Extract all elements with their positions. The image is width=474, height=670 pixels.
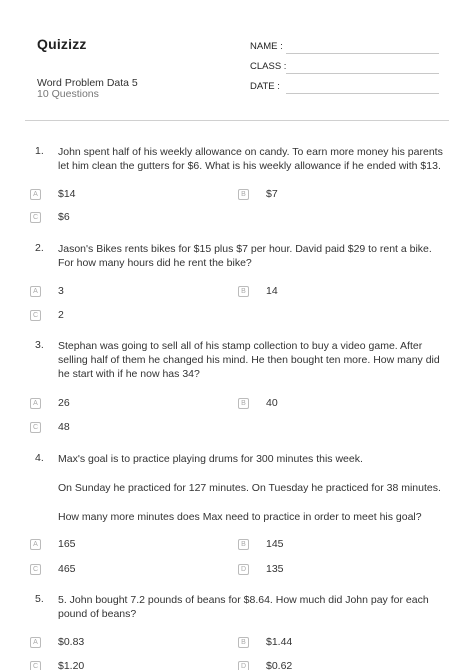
option-value: 145 xyxy=(266,538,284,550)
class-field[interactable] xyxy=(250,61,439,73)
question-text xyxy=(58,339,444,381)
question-text xyxy=(58,452,444,524)
option-value: 40 xyxy=(266,397,278,409)
option-value: $14 xyxy=(58,188,76,200)
option-value: 3 xyxy=(58,285,64,297)
option-letter-box: A xyxy=(30,286,41,297)
question-text xyxy=(58,593,444,621)
option-letter-box: C xyxy=(30,564,41,575)
question-number: 4. xyxy=(35,452,44,464)
question-paragraph: How many more minutes does Max need to practice in order to meet his goal? xyxy=(58,511,422,523)
question-paragraph: Max's goal is to practice playing drums for 300 minutes this week. xyxy=(58,453,363,465)
option-value: $7 xyxy=(266,188,278,200)
class-label: CLASS : xyxy=(250,61,287,72)
option-letter-box: B xyxy=(238,286,249,297)
option-letter-box: C xyxy=(30,661,41,670)
option-value: 14 xyxy=(266,285,278,297)
option-letter-box: A xyxy=(30,189,41,200)
question-number: 5. xyxy=(35,593,44,605)
question-paragraph: Jason's Bikes rents bikes for $15 plus $7 per hour. David paid $29 to rent a bike. For how many hours did he rent the bike? xyxy=(58,243,432,269)
name-line xyxy=(286,53,439,54)
option-value: 465 xyxy=(58,563,76,575)
option-value: 165 xyxy=(58,538,76,550)
option-letter-box: B xyxy=(238,637,249,648)
option-letter-box: A xyxy=(30,539,41,550)
question-number: 2. xyxy=(35,242,44,254)
option-letter-box: B xyxy=(238,189,249,200)
option-letter-box: A xyxy=(30,398,41,409)
question-number: 1. xyxy=(35,145,44,157)
option-letter-box: A xyxy=(30,637,41,648)
quizizz-logo: Quizizz xyxy=(37,36,87,52)
question-text xyxy=(58,145,444,173)
question-paragraph: John spent half of his weekly allowance on candy. To earn more money his parents let him clean the gutters for $6. What is his weekly allowance if he ended with $13. xyxy=(58,146,443,172)
option-letter-box: C xyxy=(30,422,41,433)
option-value: $1.44 xyxy=(266,636,293,648)
option-value: $1.20 xyxy=(58,660,85,670)
name-label: NAME : xyxy=(250,41,283,52)
question-paragraph: On Sunday he practiced for 127 minutes. On Tuesday he practiced for 38 minutes. xyxy=(58,482,441,494)
option-value: 48 xyxy=(58,421,70,433)
header-divider xyxy=(25,120,449,121)
option-value: 2 xyxy=(58,309,64,321)
option-letter-box: B xyxy=(238,398,249,409)
option-value: 26 xyxy=(58,397,70,409)
name-field[interactable] xyxy=(250,41,439,53)
date-label: DATE : xyxy=(250,81,280,92)
question-paragraph: Stephan was going to sell all of his stamp collection to buy a video game. After selling half of them he changed his mind. He then bought ten more. How many did he start with if he now has 34? xyxy=(58,340,440,380)
worksheet-subtitle: 10 Questions xyxy=(37,88,99,100)
class-line xyxy=(286,73,439,74)
option-value: 135 xyxy=(266,563,284,575)
option-value: $0.62 xyxy=(266,660,293,670)
question-paragraph: 5. John bought 7.2 pounds of beans for $8.64. How much did John pay for each pound of beans? xyxy=(58,594,429,620)
option-letter-box: C xyxy=(30,310,41,321)
worksheet-title: Word Problem Data 5 xyxy=(37,77,138,89)
option-letter-box: D xyxy=(238,661,249,670)
option-letter-box: C xyxy=(30,212,41,223)
question-text xyxy=(58,242,444,270)
date-line xyxy=(286,93,439,94)
option-letter-box: B xyxy=(238,539,249,550)
question-number: 3. xyxy=(35,339,44,351)
option-value: $0.83 xyxy=(58,636,85,648)
option-value: $6 xyxy=(58,211,70,223)
date-field[interactable] xyxy=(250,81,439,93)
option-letter-box: D xyxy=(238,564,249,575)
